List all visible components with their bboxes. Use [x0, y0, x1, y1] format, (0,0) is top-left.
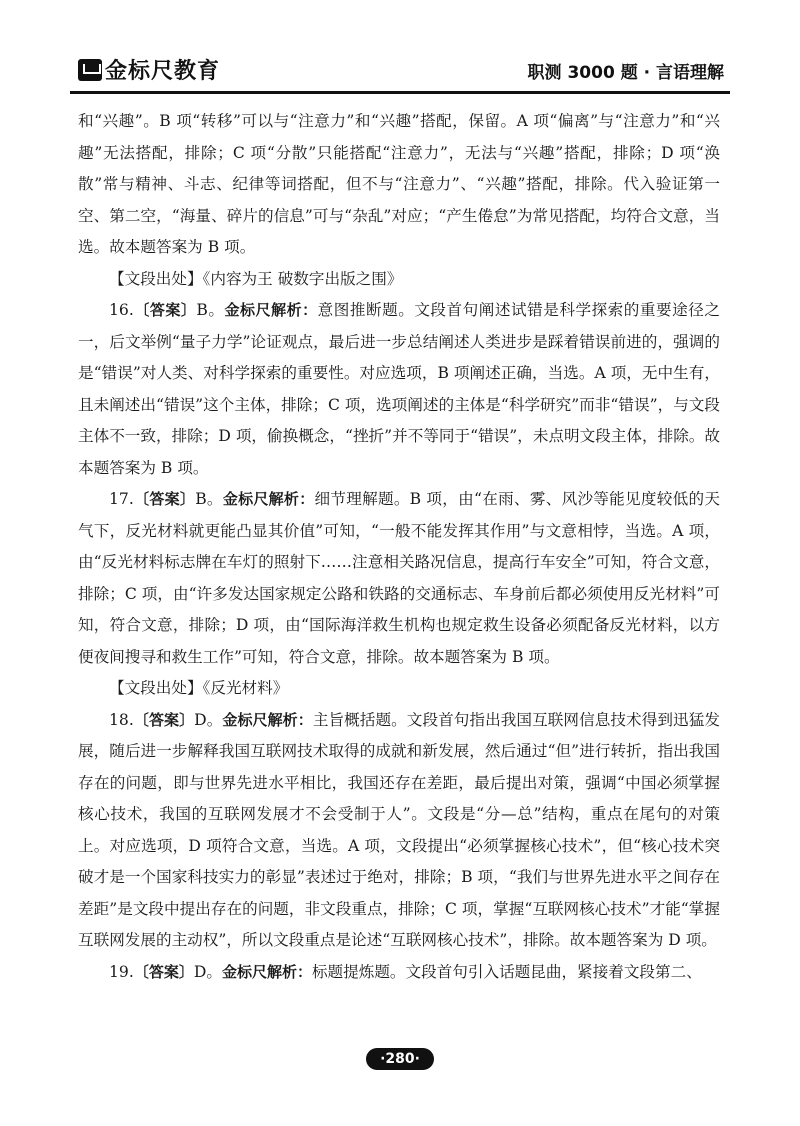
- answer-label: 〔答案〕: [133, 301, 197, 319]
- answer-16: [78, 295, 720, 484]
- answer-label: 〔答案〕: [133, 710, 195, 729]
- answer-label: 〔答案〕: [133, 490, 196, 508]
- answer-value: B。: [196, 301, 225, 319]
- answer-value: D。: [194, 710, 223, 729]
- answer-17: [78, 484, 720, 673]
- logo-icon: [78, 59, 102, 81]
- page-header: [70, 50, 730, 90]
- analysis-text: 细节理解题。B 项，由“在雨、雾、风沙等能见度较低的天气下，反光材料就更能凸显其价值”可知，“一般不能发挥其作用”与文意相悖，当选。A 项，由“反光材料标志牌在车灯的照射下……注意相关路况信息，提高行车安全”可知，符合文意，排除；C 项，由“许多发达国家规定公路和铁路的交通标志、车身前后都必须使用反光材料”可知，符合文意，排除；D 项，由“国际海洋救生机构也规定救生设备必须配备反光材料，以方便夜间搜寻和救生工作”可知，符合文意，排除。故本题答案为 B 项。: [78, 490, 720, 666]
- analysis-label: 金标尺解析：: [222, 710, 313, 729]
- answer-label: 〔答案〕: [133, 962, 194, 981]
- paragraph-continuation: 和“兴趣”。B 项“转移”可以与“注意力”和“兴趣”搭配，保留。A 项“偏离”与“注意力”和“兴趣”无法搭配，排除；C 项“分散”只能搭配“注意力”，无法与“兴趣”搭配，排除；D 项“涣散”常与精神、斗志、纪律等词搭配，但不与“注意力”、“兴趣”搭配，排除。代入验证第一空、第二空，“海量、碎片的信息”可与“杂乱”对应；“产生倦怠”为常见搭配，均符合文意，当选。故本题答案为 B 项。: [78, 112, 720, 256]
- question-number: 18.: [109, 710, 134, 729]
- question-number: 16.: [109, 301, 134, 319]
- publisher-logo: [78, 54, 220, 85]
- page-body: [78, 106, 720, 988]
- analysis-text: 主旨概括题。文段首句指出我国互联网信息技术得到迅猛发展，随后进一步解释我国互联网技术取得的成就和新发展，然后通过“但”进行转折，指出我国存在的问题，即与世界先进水平相比，我国还存在差距，最后提出对策，强调“中国必须掌握核心技术，我国的互联网发展才不会受制于人”。文段是“分—总”结构，重点在尾句的对策上。对应选项，D 项符合文意，当选。A 项，文段提出“必须掌握核心技术”，但“核心技术突破才是一个国家科技实力的彰显”表述过于绝对，排除；B 项，“我们与世界先进水平之间存在差距”是文段中提出存在的问题，非文段重点，排除；C 项，掌握“互联网核心技术”才能“掌握互联网发展的主动权”，所以文段重点是论述“互联网核心技术”，排除。故本题答案为 D 项。: [78, 710, 720, 949]
- analysis-label: 金标尺解析：: [224, 301, 318, 319]
- book-title: 职测 3000 题 · 言语理解: [527, 63, 724, 83]
- analysis-label: 金标尺解析：: [222, 490, 315, 508]
- source-note: 【文段出处】《反光材料》: [109, 679, 289, 697]
- answer-value: B。: [195, 490, 223, 508]
- page-number: ·280·: [366, 1048, 434, 1070]
- header-divider: [70, 91, 730, 94]
- question-number: 19.: [109, 962, 134, 981]
- source-note: 【文段出处】《内容为王 破数字出版之围》: [109, 269, 403, 288]
- answer-19: [78, 957, 720, 989]
- analysis-label: 金标尺解析：: [221, 962, 312, 981]
- question-number: 17.: [109, 490, 134, 508]
- answer-18: [78, 705, 720, 957]
- logo-text: 金标尺教育: [105, 59, 221, 84]
- analysis-text: 标题提炼题。文段首句引入话题昆曲，紧接着文段第二、: [311, 962, 702, 981]
- analysis-text: 意图推断题。文段首句阐述试错是科学探索的重要途径之一，后文举例“量子力学”论证观点，最后进一步总结阐述人类进步是踩着错误前进的，强调的是“错误”对人类、对科学探索的重要性。对应选项，B 项阐述正确，当选。A 项，无中生有，且未阐述出“错误”这个主体，排除；C 项，选项阐述的主体是“科学研究”而非“错误”，与文段主体不一致，排除；D 项，偷换概念，“挫折”并不等同于“错误”，未点明文段主体，排除。故本题答案为 B 项。: [78, 301, 720, 477]
- answer-value: D。: [193, 962, 222, 981]
